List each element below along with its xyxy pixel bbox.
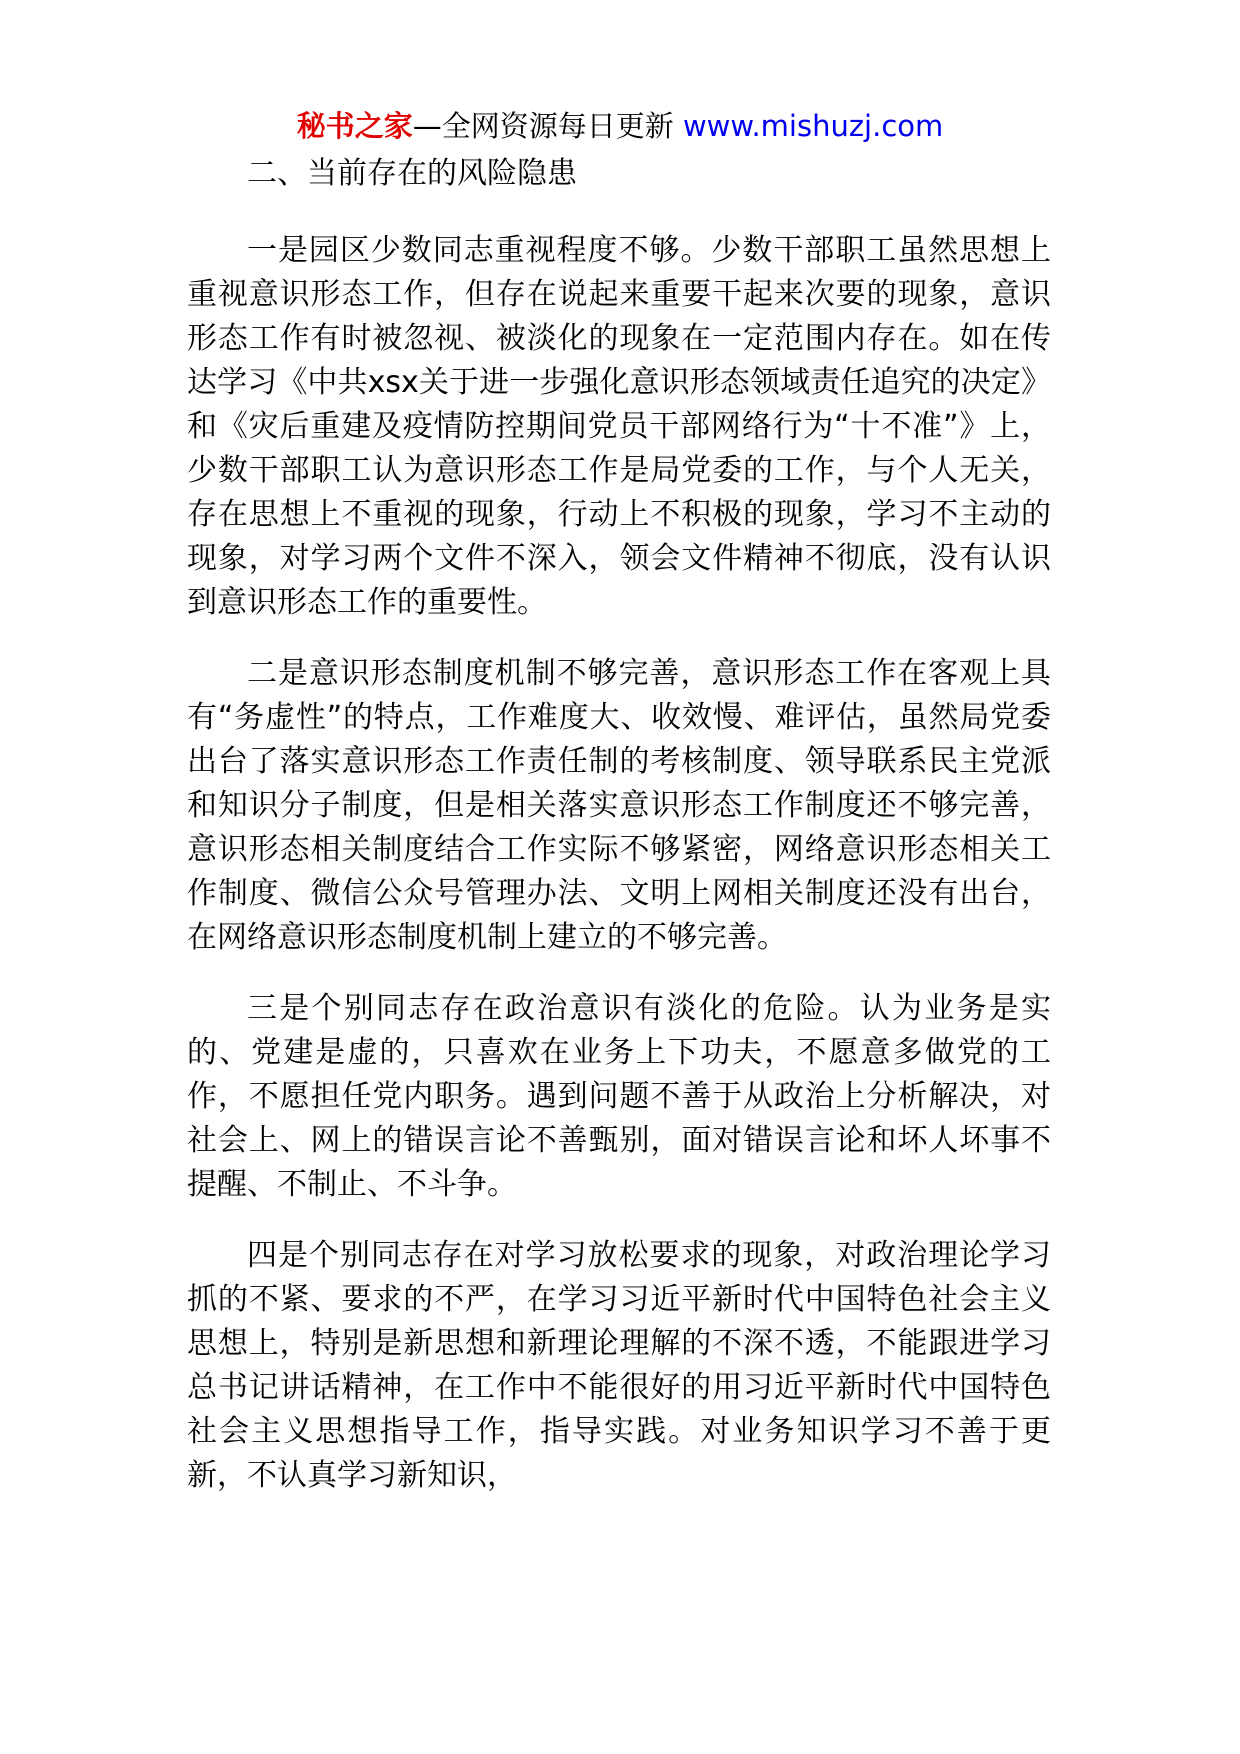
paragraph-4: 四是个别同志存在对学习放松要求的现象，对政治理论学习抓的不紧、要求的不严，在学习习近平新时代中国特色社会主义思想上，特别是新思想和新理论理解的不深不透，不能跟进学习总书记讲话精神，在工作中不能很好的用习近平新时代中国特色社会主义思想指导工作，指导实践。对业务知识学习不善于更新，不认真学习新知识， xyxy=(187,1238,1051,1493)
paragraph-1: 一是园区少数同志重视程度不够。少数干部职工虽然思想上重视意识形态工作，但存在说起来重要干起来次要的现象，意识形态工作有时被忽视、被淡化的现象在一定范围内存在。如在传达学习《中共xsx关于进一步强化意识形态领域责任追究的决定》和《灾后重建及疫情防控期间党员干部网络行为“十不准”》上，少数干部职工认为意识形态工作是局党委的工作，与个人无关，存在思想上不重视的现象，行动上不积极的现象，学习不主动的现象，对学习两个文件不深入，领会文件精神不彻底，没有认识到意识形态工作的重要性。 xyxy=(187,233,1051,620)
site-header xyxy=(0,106,1240,146)
site-tagline: —全网资源每日更新 xyxy=(412,109,683,143)
site-brand: 秘书之家 xyxy=(296,109,413,143)
site-url-link[interactable]: www.mishuzj.com xyxy=(682,109,944,143)
section-heading: 二、当前存在的风险隐患 xyxy=(247,156,577,191)
document-body xyxy=(187,152,1051,1525)
paragraph-2: 二是意识形态制度机制不够完善，意识形态工作在客观上具有“务虚性”的特点，工作难度大、收效慢、难评估，虽然局党委出台了落实意识形态工作责任制的考核制度、领导联系民主党派和知识分子制度，但是相关落实意识形态工作制度还不够完善，意识形态相关制度结合工作实际不够紧密，网络意识形态相关工作制度、微信公众号管理办法、文明上网相关制度还没有出台，在网络意识形态制度机制上建立的不够完善。 xyxy=(187,656,1051,955)
paragraph-3: 三是个别同志存在政治意识有淡化的危险。认为业务是实的、党建是虚的，只喜欢在业务上下功夫，不愿意多做党的工作，不愿担任党内职务。遇到问题不善于从政治上分析解决，对社会上、网上的错误言论不善甄别，面对错误言论和坏人坏事不提醒、不制止、不斗争。 xyxy=(187,991,1051,1202)
